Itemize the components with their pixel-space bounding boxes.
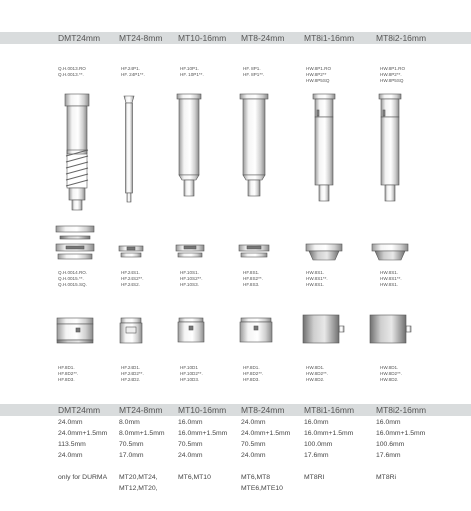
die-codes-mt8-24: HF.8D1. HF.8D2**. HF.8D3. bbox=[243, 365, 264, 382]
die-dmt24 bbox=[57, 318, 93, 343]
punch-mt8i2-16 bbox=[379, 94, 401, 201]
stripper-codes-mt8i1-16: HW.8S1. HW.8S1**. HW.8S1. bbox=[306, 270, 328, 287]
stripper-codes-mt10-16: HF.10S1. HF.10S2**. HF.10S3. bbox=[180, 270, 203, 287]
specs-mt24-8: 8.0mm 8.0mm+1.5mm 70.5mm 17.0mm MT20,MT24, MT12,MT20, bbox=[119, 419, 165, 492]
stripper-codes-mt24-8: HF.24S1. HF.24S2**. HF.24S2. bbox=[121, 270, 144, 287]
die-mt24-8 bbox=[120, 318, 142, 343]
die-codes-dmt24: HF.8D1. HF.8D2**. HF.8D3. bbox=[58, 365, 79, 382]
punch-dmt24 bbox=[65, 94, 89, 210]
specs-dmt24: 24.0mm 24.0mm+1.5mm 113.5mm 24.0mm only for DURMA bbox=[58, 419, 108, 481]
punch-codes-mt8i2-16: HW.8P1.RO HW.8P2**. HW.8P5SQ bbox=[380, 66, 406, 83]
stripper-codes-mt8i2-16: HW.8S1. HW.8S1**. HW.8S1. bbox=[380, 270, 402, 287]
stripper-codes-mt8-24: HF.8S1. HF.8S2**. HF.8S3. bbox=[243, 270, 263, 287]
col-header-bottom-mt8i1-16: MT8i1-16mm bbox=[304, 405, 355, 415]
col-header-dmt24: DMT24mm bbox=[58, 33, 101, 43]
col-header-mt24-8: MT24-8mm bbox=[119, 33, 163, 43]
specs-mt10-16: 16.0mm 16.0mm+1.5mm 70.5mm 24.0mm MT6,MT10 bbox=[178, 419, 228, 481]
stripper-dmt24 bbox=[56, 226, 94, 259]
col-header-mt8i1-16: MT8i1-16mm bbox=[304, 33, 355, 43]
stripper-mt8-24 bbox=[239, 245, 269, 257]
col-header-mt8-24: MT8-24mm bbox=[241, 33, 285, 43]
die-mt8i2-16 bbox=[370, 315, 411, 343]
col-header-bottom-mt10-16: MT10-16mm bbox=[178, 405, 227, 415]
punch-mt8-24 bbox=[240, 94, 268, 196]
punch-codes-mt24-8: HF.24P1. HF. 24P1**. bbox=[121, 66, 145, 77]
die-mt8i1-16 bbox=[303, 315, 344, 343]
col-header-bottom-mt8i2-16: MT8i2-16mm bbox=[376, 405, 427, 415]
specs-mt8i2-16: 16.0mm 16.0mm+1.5mm 100.6mm 17.6mm MT8Ri bbox=[376, 419, 426, 481]
punch-codes-mt8-24: HF. 8P1. HF. 8P1**. bbox=[243, 66, 265, 77]
punch-mt8i1-16 bbox=[313, 94, 335, 201]
die-codes-mt10-16: HF.10D1 HF.10D2**. HF.10D3. bbox=[180, 365, 203, 382]
header-bottom bbox=[0, 404, 471, 416]
col-header-bottom-mt24-8: MT24-8mm bbox=[119, 405, 163, 415]
stripper-mt8i1-16 bbox=[306, 244, 342, 260]
col-header-bottom-dmt24: DMT24mm bbox=[58, 405, 101, 415]
die-codes-mt8i1-16: HW.8D1. HW.8D2**. HW.8D2. bbox=[306, 365, 328, 382]
stripper-codes-dmt24: Q.H.0014.RO. Q.H.0015.**. Q.H.0015.SQ. bbox=[58, 270, 88, 287]
punch-codes-mt10-16: HF.10P1. HF. 10P1**. bbox=[180, 66, 204, 77]
specs-mt8i1-16: 16.0mm 16.0mm+1.5mm 100.0mm 17.6mm MT8RI bbox=[304, 419, 354, 481]
punch-codes-dmt24: Q.H.0013.RO Q.H.0013.**. bbox=[58, 66, 86, 77]
punch-mt24-8 bbox=[124, 96, 134, 202]
stripper-mt24-8 bbox=[119, 246, 143, 257]
col-header-mt8i2-16: MT8i2-16mm bbox=[376, 33, 427, 43]
col-header-bottom-mt8-24: MT8-24mm bbox=[241, 405, 285, 415]
die-codes-mt24-8: HF.24D1. HF.24D2**. HF.24D2. bbox=[121, 365, 144, 382]
specs-mt8-24: 24.0mm 24.0mm+1.5mm 70.5mm 24.0mm MT6,MT8 MTE6,MTE10 bbox=[241, 419, 291, 492]
die-codes-mt8i2-16: HW.8D1. HW.8D2**. HW.8D2. bbox=[380, 365, 402, 382]
stripper-mt8i2-16 bbox=[372, 244, 408, 260]
punch-mt10-16 bbox=[177, 94, 201, 196]
die-mt10-16 bbox=[178, 318, 204, 342]
punch-codes-mt8i1-16: HW.8P1.RO HW.8P2** HW.8P5SQ bbox=[306, 66, 332, 83]
die-mt8-24 bbox=[240, 318, 272, 342]
stripper-mt10-16 bbox=[176, 245, 204, 257]
col-header-mt10-16: MT10-16mm bbox=[178, 33, 227, 43]
